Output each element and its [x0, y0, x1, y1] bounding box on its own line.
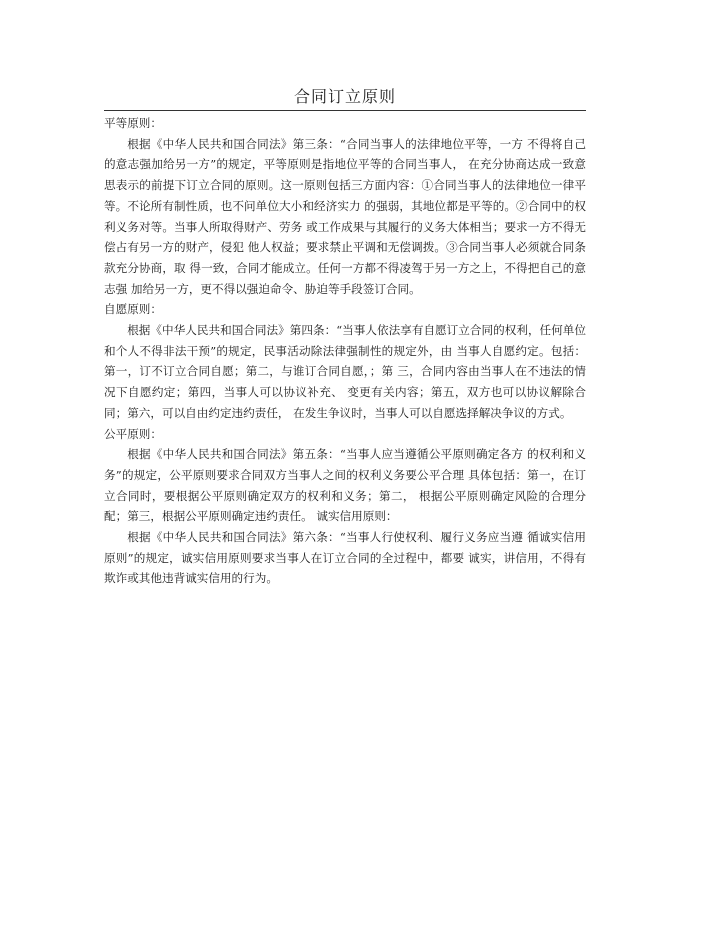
section-paragraph-equality: 根据《中华人民共和国合同法》第三条：“合同当事人的法律地位平等，一方 不得将自己的意志强加给另一方”的规定，平等原则是指地位平等的合同当事人， 在充分协商达成一致意思表示的前提下订立合同的原则。这一原则包括三方面内容：①合同当事人的法律地位一律平等。不论所有制性质，也不问单位大小和经济实力 的强弱，其地位都是平等的。②合同中的权利义务对等。当事人所取得财产、劳务 或工作成果与其履行的义务大体相当；要求一方不得无偿占有另一方的财产，侵犯 他人权益；要求禁止平调和无偿调拨。③合同当事人必须就合同条款充分协商，取 得一致，合同才能成立。任何一方都不得凌驾于另一方之上，不得把自己的意志强 加给另一方，更不得以强迫命令、胁迫等手段签订合同。 — [104, 136, 586, 296]
section-paragraph-good-faith: 根据《中华人民共和国合同法》第六条：“当事人行使权利、履行义务应当遵 循诚实信用原则”的规定，诚实信用原则要求当事人在订立合同的全过程中，都要 诚实，讲信用，不得有欺诈或其他违背诚实信用的行为。 — [104, 530, 586, 586]
section-heading-fairness: 公平原则： — [104, 426, 162, 441]
document-page — [104, 86, 586, 589]
section-paragraph-fairness: 根据《中华人民共和国合同法》第五条：“当事人应当遵循公平原则确定各方 的权利和义务”的规定，公平原则要求合同双方当事人之间的权利义务要公平合理 具体包括：第一，在订立合同时，要根据公平原则确定双方的权利和义务；第二， 根据公平原则确定风险的合理分配；第三，根据公平原则确定违约责任。 诚实信用原则： — [104, 447, 586, 524]
document-body — [104, 113, 586, 589]
section-heading-voluntary: 自愿原则： — [104, 302, 162, 317]
section-paragraph-voluntary: 根据《中华人民共和国合同法》第四条：“当事人依法享有自愿订立合同的权利，任何单位和个人不得非法干预”的规定，民事活动除法律强制性的规定外，由 当事人自愿约定。包括：第一，订不订立合同自愿；第二，与谁订合同自愿，；第 三，合同内容由当事人在不违法的情况下自愿约定；第四，当事人可以协议补充、 变更有关内容；第五，双方也可以协议解除合同；第六，可以自由约定违约责任， 在发生争议时，当事人可以自愿选择解决争议的方式。 — [104, 323, 586, 420]
section-heading-equality: 平等原则： — [104, 116, 162, 130]
document-title: 合同订立原则 — [104, 86, 586, 111]
